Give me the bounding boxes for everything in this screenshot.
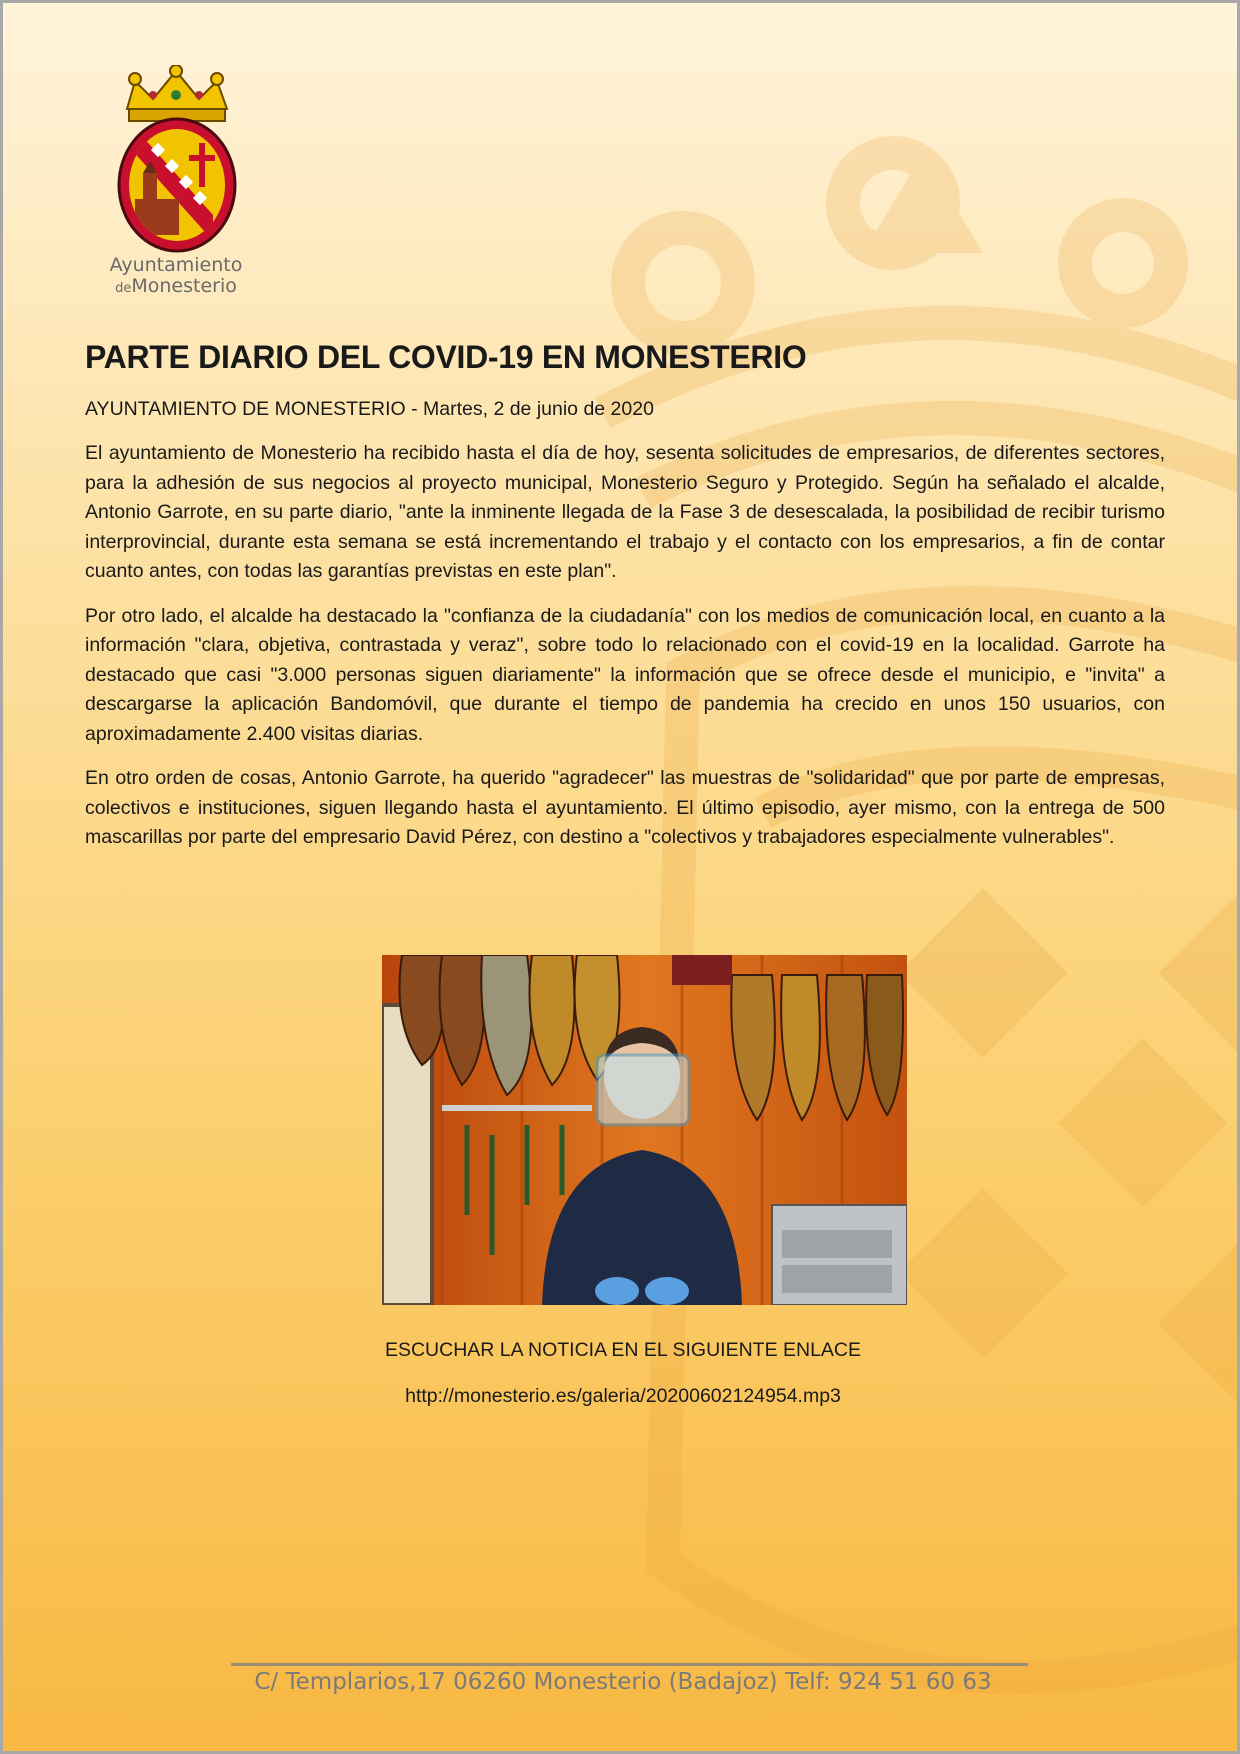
listen-label: ESCUCHAR LA NOTICIA EN EL SIGUIENTE ENLACE (384, 1339, 862, 1361)
logo (101, 65, 251, 305)
footer-address: C/ Templarios,17 06260 Monesterio (Badajoz) Telf: 924 51 60 63 (254, 1669, 992, 1695)
paragraph-2: Por otro lado, el alcalde ha destacado la "confianza de la ciudadanía" con los medios de comunicación local, en cuanto a la información "clara, objetiva, contrastada y veraz", sobre todo lo relacionado con el covid-19 en la localidad. Garrote ha destacado que casi "3.000 personas siguen diariamente" la información que se ofrece desde el municipio, e "invita" a descargarse la aplicación Bandomóvil, que durante el tiempo de pandemia ha crecido en unos 150 usuarios, con aproximadamente 2.400 visitas diarias. (85, 604, 1165, 745)
footer-divider (231, 1663, 1028, 1666)
logo-line1: Ayuntamiento (109, 254, 243, 276)
paragraph-1: El ayuntamiento de Monesterio ha recibido hasta el día de hoy, sesenta solicitudes de empresarios, de diferentes sectores, para la adhesión de sus negocios al proyecto municipal, Monesterio Seguro y Protegido. Según ha señalado el alcalde, Antonio Garrote, en su parte diario, "ante la inminente llegada de la Fase 3 de desescalada, la posibilidad de recibir turismo interprovincial, durante esta semana se está incrementando el trabajo y el contacto con los empresarios, a fin de contar cuanto antes, con todas las garantías previstas en este plan". (85, 442, 1165, 582)
article (85, 339, 1165, 868)
dateline: AYUNTAMIENTO DE MONESTERIO - Martes, 2 de junio de 2020 (85, 398, 654, 420)
logo-text (101, 255, 251, 297)
butcher-shop-photo-icon (382, 955, 907, 1305)
article-photo (382, 955, 907, 1305)
logo-de: de (115, 280, 132, 296)
coat-of-arms-icon (101, 65, 251, 255)
page-title: PARTE DIARIO DEL COVID-19 EN MONESTERIO (85, 339, 807, 375)
paragraph-3: En otro orden de cosas, Antonio Garrote, ha querido "agradecer" las muestras de "solidaridad" que por parte de empresas, colectivos e instituciones, siguen llegando hasta el ayuntamiento. El último episodio, ayer mismo, con la entrega de 500 mascarillas por parte del empresario David Pérez, con destino a "colectivos y trabajadores especialmente vulnerables". (85, 767, 1165, 848)
audio-link[interactable]: http://monesterio.es/galeria/20200602124954.mp3 (405, 1385, 841, 1407)
logo-line2: Monesterio (131, 274, 237, 297)
